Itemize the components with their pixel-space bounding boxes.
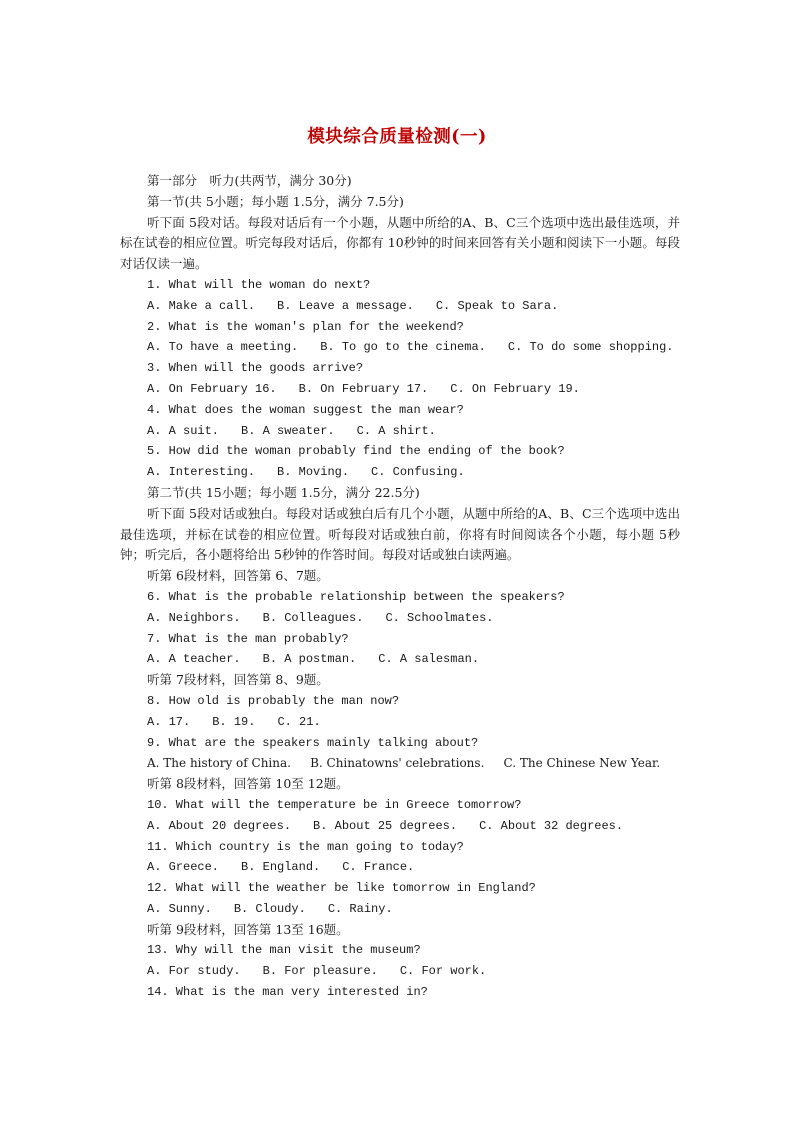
option-b: B. Leave a message.: [277, 298, 414, 313]
answer-options: [120, 753, 680, 774]
option-c: C. A shirt.: [356, 423, 436, 438]
option-b: B. On February 17.: [298, 381, 429, 396]
option-a: A. The history of China.: [147, 756, 291, 771]
question: 1. What will the woman do next?: [147, 277, 371, 292]
question: 13. Why will the man visit the museum?: [147, 943, 421, 958]
page-title: 模块综合质量检测(一): [307, 127, 487, 147]
section-instructions: 听下面 5段对话或独白。每段对话或独白后有几个小题，从题中所给的A、B、C三个选项中选出最佳选项，并标在试卷的相应位置。听每段对话或独白前，你将有时间阅读各个小题，每小题 5秒钟；听完后，各小题将给出 5秒钟的作答时间。每段对话或独白读两遍。: [120, 505, 680, 563]
option-c: C. On February 19.: [450, 381, 580, 396]
question: 7. What is the man probably?: [147, 631, 349, 646]
option-a: A. Make a call.: [147, 298, 256, 313]
option-a: A. On February 16.: [147, 381, 277, 396]
question: 10. What will the temperature be in Greece tomorrow?: [147, 797, 522, 812]
option-a: A. Neighbors.: [147, 610, 241, 625]
answer-options: [120, 296, 680, 317]
material-heading: 听第 7段材料，回答第 8、9题。: [147, 672, 329, 688]
option-b: B. To go to the cinema.: [320, 340, 486, 355]
answer-options: [120, 462, 680, 483]
option-a: A. A teacher.: [147, 652, 241, 667]
option-a: A. A suit.: [147, 423, 220, 438]
question: 4. What does the woman suggest the man wear?: [147, 402, 464, 417]
option-b: B. A sweater.: [241, 423, 335, 438]
answer-options: [120, 712, 680, 733]
answer-options: [120, 857, 680, 878]
question: 9. What are the speakers mainly talking about?: [147, 735, 479, 750]
answer-options: [120, 379, 680, 400]
answer-options: [120, 961, 680, 982]
option-c: C. Speak to Sara.: [435, 298, 559, 313]
question: 11. Which country is the man going to today?: [147, 839, 464, 854]
option-c: C. Schoolmates.: [385, 610, 494, 625]
question: 12. What will the weather be like tomorrow in England?: [147, 881, 536, 896]
option-a: A. 17.: [147, 714, 191, 729]
question: 3. When will the goods arrive?: [147, 361, 364, 376]
option-c: C. About 32 degrees.: [479, 818, 624, 833]
answer-options: [120, 649, 680, 670]
option-b: B. Chinatowns' celebrations.: [310, 756, 485, 771]
material-heading: 听第 8段材料，回答第 10至 12题。: [147, 776, 349, 792]
question: 14. What is the man very interested in?: [147, 985, 428, 1000]
answer-options: [120, 608, 680, 629]
option-b: B. England.: [241, 860, 321, 875]
question: 5. How did the woman probably find the ending of the book?: [147, 444, 565, 459]
option-c: C. To do some shopping.: [507, 340, 674, 355]
material-heading: 听第 9段材料，回答第 13至 16题。: [147, 921, 349, 937]
option-b: B. Colleagues.: [262, 610, 364, 625]
answer-options: [120, 899, 680, 920]
option-a: A. Sunny.: [147, 901, 212, 916]
option-a: A. Interesting.: [147, 465, 256, 480]
section-heading: 第二节(共 15小题；每小题 1.5分，满分 22.5分): [147, 484, 420, 500]
option-c: C. Confusing.: [371, 465, 465, 480]
section-heading: 第一节(共 5小题；每小题 1.5分，满分 7.5分): [147, 193, 404, 209]
option-c: C. A salesman.: [378, 652, 480, 667]
section-instructions: 听下面 5段对话。每段对话后有一个小题，从题中所给的A、B、C三个选项中选出最佳选项，并标在试卷的相应位置。听完每段对话后，你都有 10秒钟的时间来回答有关小题和阅读下一小题。每段对话仅读一遍。: [120, 214, 680, 272]
option-c: C. The Chinese New Year.: [503, 756, 661, 771]
option-c: C. 21.: [277, 714, 321, 729]
material-heading: 听第 6段材料，回答第 6、7题。: [147, 568, 329, 584]
option-b: B. Moving.: [277, 465, 350, 480]
option-a: A. About 20 degrees.: [147, 818, 292, 833]
option-b: B. 19.: [212, 714, 256, 729]
option-c: C. Rainy.: [327, 901, 393, 916]
option-a: A. To have a meeting.: [147, 340, 299, 355]
answer-options: [120, 816, 680, 837]
question: 8. How old is probably the man now?: [147, 693, 400, 708]
option-b: B. For pleasure.: [262, 964, 378, 979]
part-heading: 第一部分 听力(共两节，满分 30分): [147, 173, 352, 188]
option-c: C. For work.: [399, 964, 487, 979]
option-b: B. A postman.: [262, 652, 357, 667]
option-a: A. Greece.: [147, 860, 220, 875]
option-b: B. About 25 degrees.: [313, 818, 458, 833]
exam-content: [120, 171, 680, 1003]
option-a: A. For study.: [147, 964, 241, 979]
answer-options: [120, 421, 680, 442]
question: 2. What is the woman's plan for the weekend?: [147, 319, 464, 334]
answer-options: [120, 337, 680, 358]
question: 6. What is the probable relationship between the speakers?: [147, 589, 565, 604]
option-b: B. Cloudy.: [233, 901, 306, 916]
option-c: C. France.: [342, 860, 415, 875]
